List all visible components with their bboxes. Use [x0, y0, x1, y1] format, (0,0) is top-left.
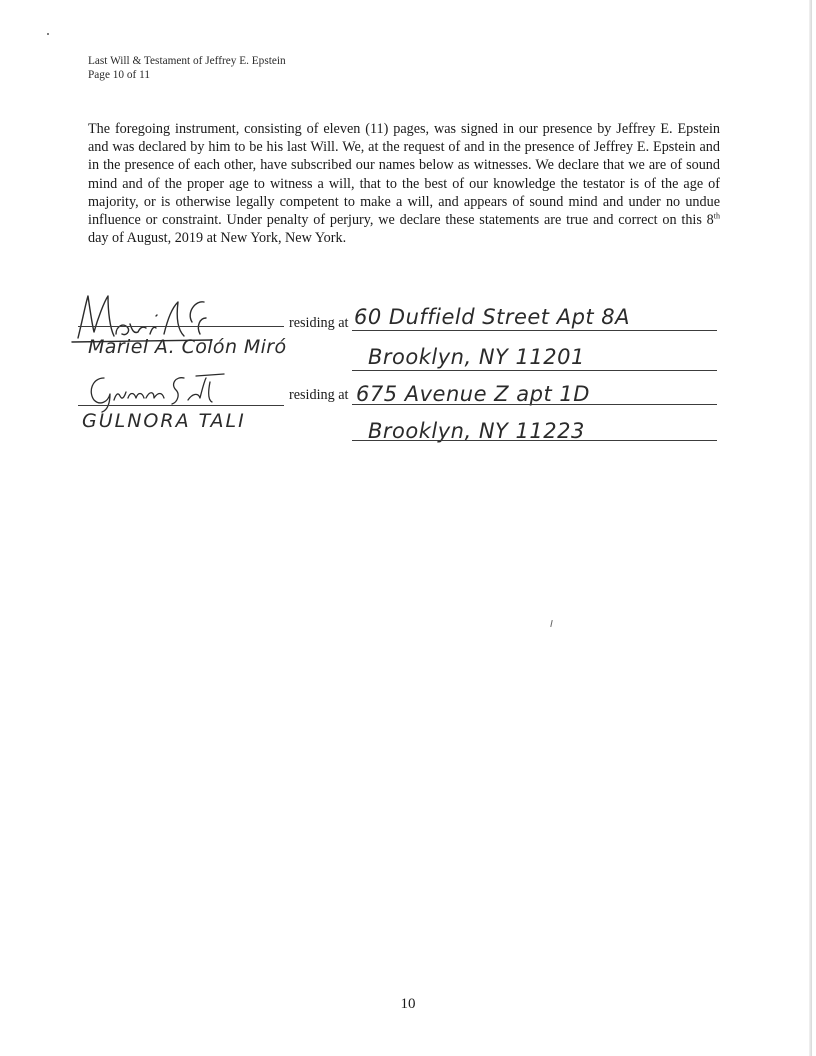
witness-2-address-line-2-rule	[352, 440, 717, 441]
scan-edge-shadow	[809, 0, 812, 1056]
witness-2-residing-label: residing at	[289, 387, 349, 403]
witness-2-printed-name: GULNORA TALI	[82, 410, 246, 432]
scan-speck	[47, 33, 49, 35]
witness-2-address-line-2: Brooklyn, NY 11223	[368, 419, 585, 443]
witness-1-address-line-1: 60 Duffield Street Apt 8A	[354, 305, 631, 329]
witness-2-address-line-1-rule	[352, 404, 717, 405]
witness-1-address-line-2-rule	[352, 370, 717, 371]
attestation-text: The foregoing instrument, consisting of eleven (11) pages, was signed in our presence by Jeffrey E. Epstein and was declared by him to be his last Will. We, at the request of and in the presence of Jeffrey E. Epstein and in the presence of each other, have subscribed our names below as witnesses. We declare that we are of sound mind and of the proper age to witness a will, that to the best of our knowledge the testator is of the age of majority, or is otherwise legally competent to make a will, and appears of sound mind and under no undue influence or constraint. Under penalty of perjury, we declare these statements are true and correct on this 8	[88, 121, 720, 229]
witness-1-address-line-1-rule	[352, 330, 717, 331]
document-title: Last Will & Testament of Jeffrey E. Epstein	[88, 55, 286, 67]
stray-pen-mark	[550, 620, 552, 627]
witness-2-signature-line	[78, 405, 284, 406]
witness-1-residing-label: residing at	[289, 315, 349, 331]
page-info: Page 10 of 11	[88, 69, 151, 81]
page-number: 10	[400, 996, 416, 1012]
witness-2-address-line-1: 675 Avenue Z apt 1D	[356, 382, 590, 406]
witness-1-printed-name: Mariel A. Colón Miró	[88, 336, 287, 358]
attestation-paragraph	[88, 120, 720, 247]
witness-1-address-line-2: Brooklyn, NY 11201	[368, 345, 585, 369]
witness-1-signature-line	[78, 326, 284, 327]
ordinal-suffix: th	[713, 211, 720, 221]
attestation-text-end: day of August, 2019 at New York, New York.	[88, 230, 347, 247]
page-header	[88, 54, 286, 82]
